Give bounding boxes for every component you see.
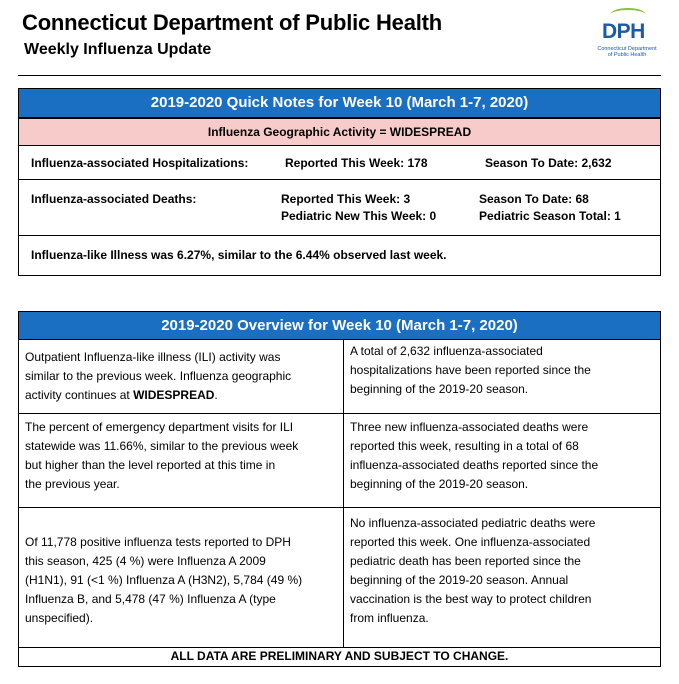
dph-logo: [596, 8, 658, 64]
text-line: influenza-associated deaths reported since the: [350, 458, 599, 472]
overview-title: 2019-2020 Overview for Week 10 (March 1-7, 2020): [18, 311, 661, 340]
text-line: similar to the previous week. Influenza geographic: [25, 369, 292, 383]
text-line: beginning of the 2019-20 season. Annual: [350, 573, 569, 587]
text-line: Three new influenza-associated deaths were: [350, 420, 589, 434]
text-line: Of 11,778 positive influenza tests reported to DPH: [25, 535, 291, 549]
quick-notes-box: [18, 88, 661, 276]
text-line: A total of 2,632 influenza-associated: [350, 344, 543, 358]
text-line: but higher than the level reported at this time in: [25, 458, 276, 472]
deaths-row: [19, 179, 660, 235]
quick-notes-title: 2019-2020 Quick Notes for Week 10 (March 1-7, 2020): [18, 88, 661, 118]
text-line: hospitalizations have been reported since the: [350, 363, 591, 377]
hosp-season: Season To Date: 2,632: [485, 156, 612, 170]
text-line: No influenza-associated pediatric deaths were: [350, 516, 596, 530]
text-run: .: [214, 388, 218, 402]
pediatric-new: Pediatric New This Week: 0: [281, 209, 437, 223]
overview-box: [18, 311, 661, 667]
geographic-activity: Influenza Geographic Activity = WIDESPREAD: [19, 118, 660, 145]
logo-subtext: Connecticut Department of Public Health: [597, 46, 657, 58]
text-line: reported this week, resulting in a total of 68: [350, 439, 579, 453]
text-line: statewide was 11.66%, similar to the previous week: [25, 439, 299, 453]
page-title: Connecticut Department of Public Health: [22, 10, 443, 35]
row-divider: [19, 647, 660, 648]
deaths-cell: [350, 418, 598, 494]
ili-activity-cell: [25, 348, 291, 405]
lab-tests-cell: [25, 533, 302, 628]
ili-row: [19, 235, 660, 275]
hosp-label: Influenza-associated Hospitalizations:: [31, 156, 249, 170]
deaths-week: Reported This Week: 3: [281, 192, 411, 206]
text-line: The percent of emergency department visits for ILI: [25, 420, 294, 434]
deaths-label: Influenza-associated Deaths:: [31, 192, 197, 206]
preliminary-data-notice: ALL DATA ARE PRELIMINARY AND SUBJECT TO CHANGE.: [170, 649, 509, 663]
text-line: (H1N1), 91 (<1 %) Influenza A (H3N2), 5,784 (49 %): [25, 573, 303, 587]
ed-visits-cell: [25, 418, 298, 494]
hospitalizations-cell: [350, 342, 591, 399]
widespread-emphasis: WIDESPREAD: [133, 388, 215, 402]
deaths-season: Season To Date: 68: [479, 192, 589, 206]
text-line: unspecified).: [25, 611, 94, 625]
pediatric-total: Pediatric Season Total: 1: [479, 209, 621, 223]
row-divider: [19, 413, 660, 414]
text-line: the previous year.: [25, 477, 120, 491]
text-line: Outpatient Influenza-like illness (ILI) activity was: [25, 350, 281, 364]
text-line: Influenza B, and 5,478 (47 %) Influenza A (type: [25, 592, 276, 606]
ili-text: Influenza-like Illness was 6.27%, similar to the 6.44% observed last week.: [31, 248, 447, 262]
text-line: reported this week. One influenza-associated: [350, 535, 591, 549]
column-divider: [343, 340, 344, 647]
text-line: beginning of the 2019-20 season.: [350, 382, 529, 396]
text-line: vaccination is the best way to protect children: [350, 592, 592, 606]
hosp-week: Reported This Week: 178: [285, 156, 428, 170]
text-line: this season, 425 (4 %) were Influenza A 2009: [25, 554, 266, 568]
text-line: beginning of the 2019-20 season.: [350, 477, 529, 491]
header-rule: [18, 75, 661, 76]
pediatric-deaths-cell: [350, 514, 595, 628]
text-line: pediatric death has been reported since the: [350, 554, 581, 568]
row-divider: [19, 507, 660, 508]
hospitalizations-row: [19, 145, 660, 179]
logo-text: DPH: [602, 20, 645, 43]
text-line: [25, 386, 291, 405]
page-subtitle: Weekly Influenza Update: [24, 41, 212, 58]
text-line: from influenza.: [350, 611, 429, 625]
text-run: activity continues at: [25, 388, 134, 402]
